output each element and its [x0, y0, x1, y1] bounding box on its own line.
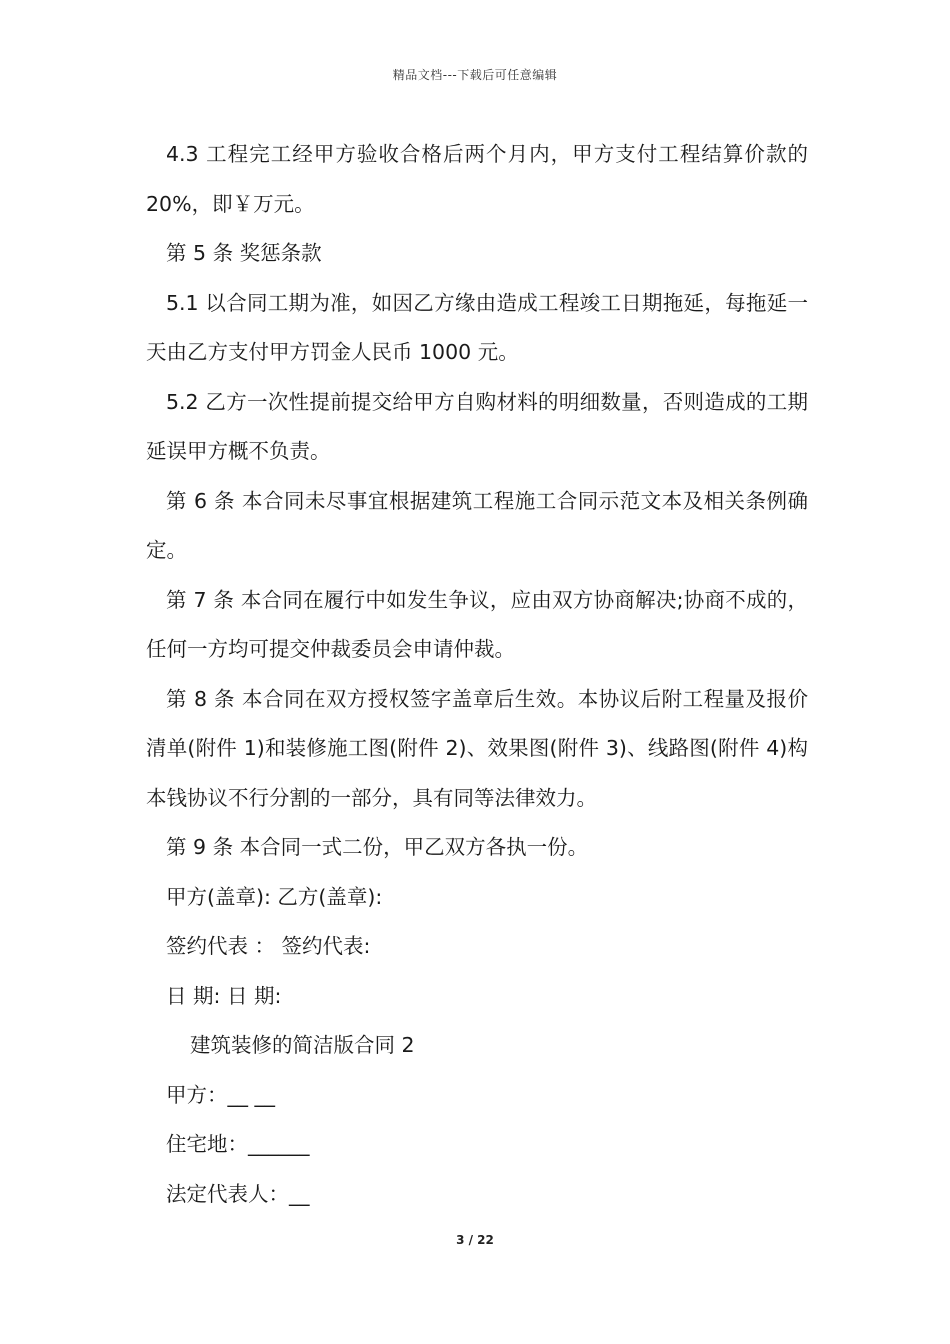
field-residence: 住宅地：______ — [166, 1132, 310, 1156]
signature-seal-line: 甲方(盖章): 乙方(盖章): — [166, 884, 383, 909]
paragraph-article-6: 第 6 条 本合同未尽事宜根据建筑工程施工合同示范文本及相关条例确定。 — [146, 488, 808, 562]
paragraph-article-7: 第 7 条 本合同在履行中如发生争议，应由双方协商解决;协商不成的，任何一方均可提交仲裁委员会申请仲裁。 — [146, 587, 808, 661]
document-body — [146, 130, 808, 1219]
field-legal-representative: 法定代表人：__ — [166, 1181, 310, 1206]
paragraph-article-5-heading: 第 5 条 奖惩条款 — [166, 241, 322, 265]
signature-representative-line: 签约代表 ： 签约代表: — [166, 934, 371, 958]
field-party-a: 甲方：__ __ — [166, 1082, 276, 1107]
page-header: 精品文档---下载后可任意编辑 — [392, 68, 558, 82]
paragraph-clause-5-2: 5.2 乙方一次性提前提交给甲方自购材料的明细数量，否则造成的工期延误甲方概不负责。 — [146, 389, 808, 463]
paragraph-article-8: 第 8 条 本合同在双方授权签字盖章后生效。本协议后附工程量及报价清单(附件 1)和装修施工图(附件 2)、效果图(附件 3)、线路图(附件 4)构本钱协议不行分割的一部分，具有同等法律效力。 — [146, 686, 808, 810]
paragraph-clause-5-1: 5.1 以合同工期为准，如因乙方缘由造成工程竣工日期拖延，每拖延一天由乙方支付甲方罚金人民币 1000 元。 — [146, 290, 808, 364]
paragraph-payment-4-3: 4.3 工程完工经甲方验收合格后两个月内，甲方支付工程结算价款的 20%，即￥万元。 — [146, 142, 808, 216]
page-number: 3 / 22 — [456, 1233, 494, 1247]
paragraph-article-9: 第 9 条 本合同一式二份，甲乙双方各执一份。 — [166, 835, 589, 859]
signature-date-line: 日 期: 日 期: — [166, 983, 282, 1008]
section-title: 建筑装修的简洁版合同 2 — [190, 1033, 415, 1057]
